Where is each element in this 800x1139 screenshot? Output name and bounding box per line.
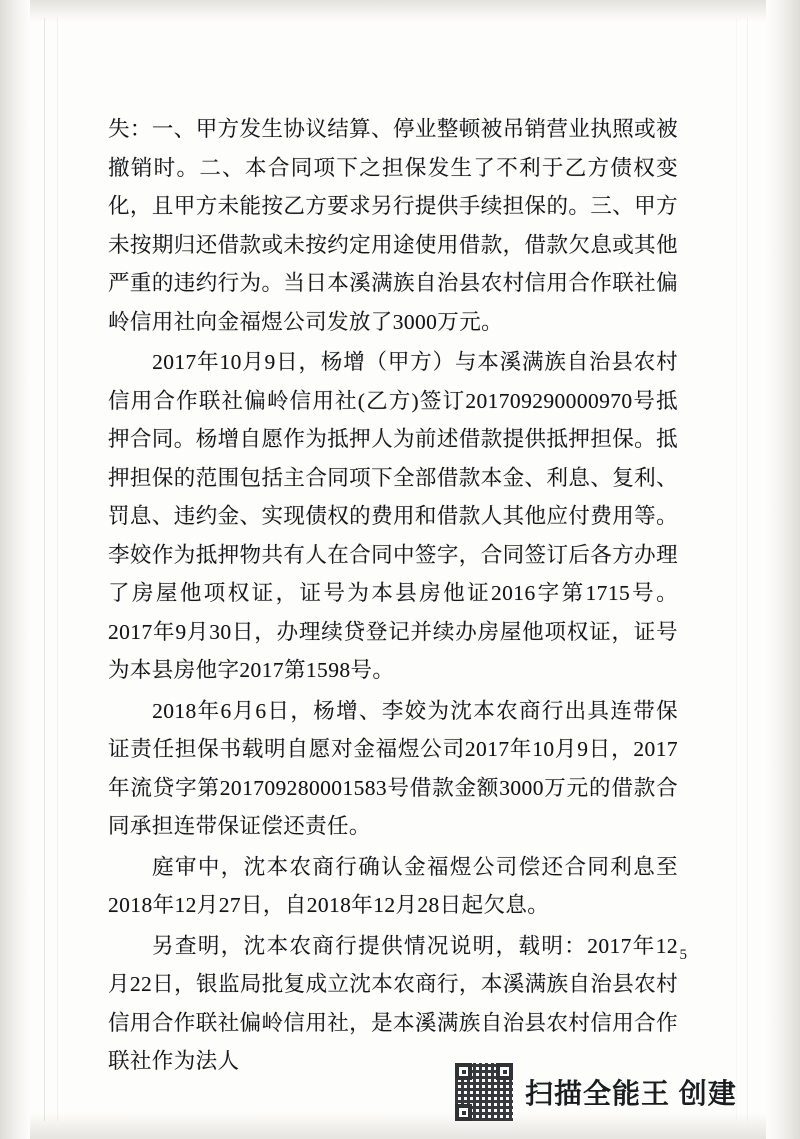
scan-edge-left — [0, 0, 30, 1139]
scan-edge-right — [766, 0, 800, 1139]
paragraph: 2017年10月9日，杨增（甲方）与本溪满族自治县农村信用合作联社偏岭信用社(乙方)签订201709290000970号抵押合同。杨增自愿作为抵押人为前述借款提供抵押担保。抵押担保的范围包括主合同项下全部借款本金、利息、复利、罚息、违约金、实现债权的费用和借款人其他应付费用等。李姣作为抵押物共有人在合同中签字，合同签订后各方办理了房屋他项权证，证号为本县房他证2016字第1715号。2017年9月30日，办理续贷登记并续办房屋他项权证，证号为本县房他字2017第1598号。 — [108, 350, 678, 682]
paragraph: 另查明，沈本农商行提供情况说明，载明：2017年12月22日，银监局批复成立沈本农商行，本溪满族自治县农村信用合作联社偏岭信用社，是本溪满族自治县农村信用合作联社作为法人 — [108, 933, 678, 1073]
page-number: 5 — [679, 947, 687, 963]
qr-code-icon — [455, 1063, 513, 1121]
paragraph: 庭审中，沈本农商行确认金福煜公司偿还合同利息至2018年12月27日，自2018年12月28日起欠息。 — [108, 854, 678, 917]
watermark-label: 扫描全能王 创建 — [525, 1078, 737, 1109]
scan-streak — [736, 18, 737, 1121]
scan-streak — [57, 18, 58, 1121]
scan-streak — [747, 18, 748, 1121]
scan-edge-top — [0, 0, 800, 22]
scan-streak — [44, 18, 45, 1121]
document-body — [108, 110, 678, 1083]
camscanner-watermark — [455, 1063, 737, 1121]
paragraph: 失：一、甲方发生协议结算、停业整顿被吊销营业执照或被撤销时。二、本合同项下之担保发生了不利于乙方债权变化，且甲方未能按乙方要求另行提供手续担保的。三、甲方未按期归还借款或未按约定用途使用借款，借款欠息或其他严重的违约行为。当日本溪满族自治县农村信用合作联社偏岭信用社向金福煜公司发放了3000万元。 — [108, 117, 678, 334]
paragraph: 2018年6月6日，杨增、李姣为沈本农商行出具连带保证责任担保书载明自愿对金福煜公司2017年10月9日，2017年流贷字第201709280001583号借款金额3000万元的借款合同承担连带保证偿还责任。 — [108, 698, 678, 838]
